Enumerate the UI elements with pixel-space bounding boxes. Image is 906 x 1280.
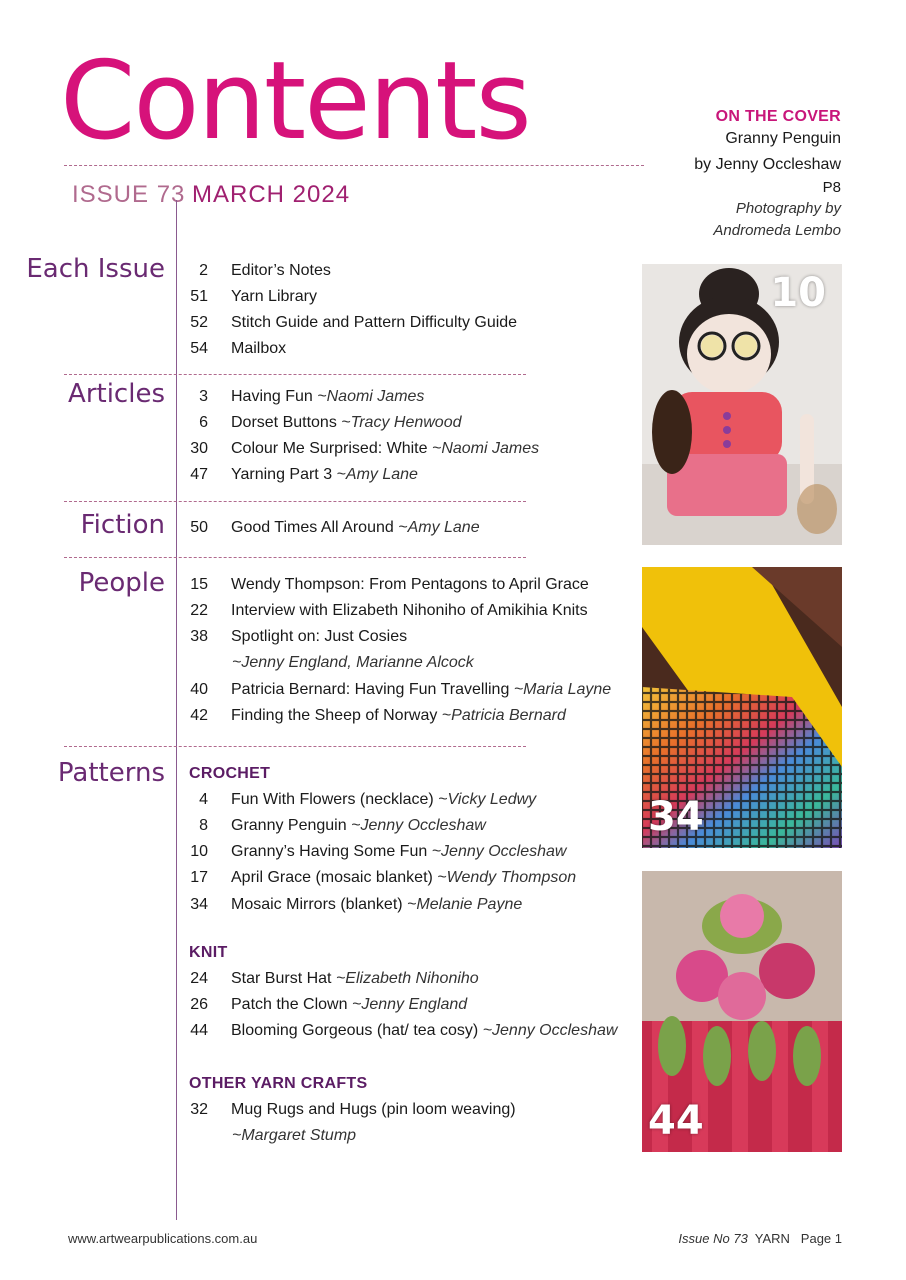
footer-website-link[interactable]: www.artwearpublications.com.au [68,1231,258,1246]
page-number: 15 [190,576,208,593]
toc-entry[interactable] [186,992,467,1018]
entry-author: ~Patricia Bernard [441,707,566,724]
entry-author: ~Naomi James [431,440,540,457]
footer-issue-info [678,1231,842,1246]
section-divider [64,501,526,502]
entry-author: ~Jenny Occleshaw [482,1022,618,1039]
photo-page-number: 10 [770,270,826,316]
issue-date: MARCH 2024 [192,181,351,208]
toc-entry[interactable] [186,336,286,362]
toc-entry[interactable] [186,892,522,918]
page-number: 40 [190,681,208,698]
page-number: 51 [190,288,208,305]
entry-title: Wendy Thompson: From Pentagons to April Grace [231,576,589,593]
photo-mosaic-blanket[interactable] [642,567,842,848]
page-number: 54 [190,340,208,357]
section-divider [64,557,526,558]
section-fiction: Fiction [80,510,165,540]
cover-page: P8 [822,179,841,196]
entry-title: Granny’s Having Some Fun [231,843,428,860]
page-number: 8 [199,817,208,834]
entry-title: Mug Rugs and Hugs (pin loom weaving) [231,1101,516,1118]
cover-line-2: by Jenny Occleshaw [694,156,841,173]
toc-entry[interactable] [186,1097,516,1123]
page-number: 3 [199,388,208,405]
footer-page: Page 1 [800,1231,842,1246]
on-the-cover [641,108,841,242]
entry-title: Spotlight on: Just Cosies [231,628,408,645]
entry-author: ~Maria Layne [513,681,612,698]
page-number: 42 [190,707,208,724]
photo-knitted-tea-cosy[interactable] [642,871,842,1152]
entry-author: ~Amy Lane [336,466,418,483]
page-number: 52 [190,314,208,331]
entry-title: Blooming Gorgeous (hat/ tea cosy) [231,1022,479,1039]
footer-magazine: YARN [754,1231,790,1246]
page-number: 47 [190,466,208,483]
entry-title: April Grace (mosaic blanket) [231,869,433,886]
entry-title: Yarn Library [231,288,317,305]
section-patterns: Patterns [57,758,165,788]
subsection-crochet: CROCHET [189,765,271,782]
photo-crochet-doll[interactable] [642,264,842,545]
section-divider [64,746,526,747]
entry-title: Granny Penguin [231,817,347,834]
page-number: 6 [199,414,208,431]
section-divider [64,374,526,375]
entry-title: Good Times All Around [231,519,394,536]
entry-title: Stitch Guide and Pattern Difficulty Guide [231,314,518,331]
photo-page-number: 34 [648,794,704,840]
entry-author: ~Jenny Occleshaw [431,843,567,860]
entry-author: ~Amy Lane [398,519,480,536]
cover-heading: ON THE COVER [715,108,841,125]
toc-entry[interactable] [186,462,418,488]
toc-entry[interactable] [186,572,589,598]
page-number: 44 [190,1022,208,1039]
page-number: 50 [190,519,208,536]
page-number: 30 [190,440,208,457]
toc-entry[interactable] [186,515,480,541]
toc-entry[interactable] [186,436,539,462]
section-people: People [78,568,165,598]
entry-author: ~Naomi James [317,388,425,405]
page-number: 2 [199,262,208,279]
entry-author: ~Jenny England [351,996,468,1013]
title-divider [64,165,644,166]
entry-author: ~Elizabeth Nihoniho [335,970,479,987]
section-articles: Articles [68,379,165,409]
toc-entry[interactable] [186,310,517,336]
page-number: 24 [190,970,208,987]
entry-title: Interview with Elizabeth Nihoniho of Amikihia Knits [231,602,588,619]
toc-entry[interactable] [186,839,566,865]
entry-title: Dorset Buttons [231,414,337,431]
column-divider [176,200,177,1220]
page-title: Contents [60,39,530,164]
toc-entry[interactable] [186,966,479,992]
entry-author: ~Vicky Ledwy [438,791,537,808]
toc-entry[interactable] [186,787,536,813]
entry-author: ~Melanie Payne [407,896,523,913]
page-number: 38 [190,628,208,645]
entry-author-continuation: ~Jenny England, Marianne Alcock [232,654,474,671]
toc-entry[interactable] [186,410,461,436]
page-number: 4 [199,791,208,808]
cover-credit-2: Andromeda Lembo [713,222,841,239]
toc-entry[interactable] [186,624,407,650]
entry-title: Finding the Sheep of Norway [231,707,438,724]
entry-author-continuation: ~Margaret Stump [232,1127,357,1144]
toc-entry[interactable] [186,258,331,284]
toc-entry[interactable] [186,813,486,839]
entry-title: Mosaic Mirrors (blanket) [231,896,403,913]
entry-title: Patricia Bernard: Having Fun Travelling [231,681,510,698]
entry-title: Having Fun [231,388,313,405]
toc-entry[interactable] [186,284,317,310]
page-number: 26 [190,996,208,1013]
page-number: 17 [190,869,208,886]
entry-title: Editor’s Notes [231,262,331,279]
entry-title: Mailbox [231,340,287,357]
subsection-other-yarn-crafts: OTHER YARN CRAFTS [189,1075,368,1092]
subsection-knit: KNIT [189,944,228,961]
page-number: 34 [190,896,208,913]
page-number: 22 [190,602,208,619]
page-number: 10 [190,843,208,860]
entry-title: Patch the Clown [231,996,348,1013]
entry-author: ~Wendy Thompson [437,869,577,886]
entry-title: Colour Me Surprised: White [231,440,428,457]
toc-entry[interactable] [186,384,424,410]
entry-title: Fun With Flowers (necklace) [231,791,434,808]
page-number: 32 [190,1101,208,1118]
entry-title: Yarning Part 3 [231,466,333,483]
toc-entry[interactable] [186,677,611,703]
entry-title: Star Burst Hat [231,970,332,987]
footer-issue: Issue No 73 [678,1231,748,1246]
issue-number: ISSUE 73 [72,181,186,208]
section-each-issue: Each Issue [26,254,165,284]
cover-credit-1: Photography by [735,200,841,217]
toc-entry[interactable] [186,865,576,891]
toc-entry[interactable] [186,1018,617,1044]
toc-entry[interactable] [186,703,566,729]
photo-page-number: 44 [648,1098,704,1144]
cover-line-1: Granny Penguin [725,130,841,147]
toc-entry[interactable] [186,598,588,624]
entry-author: ~Jenny Occleshaw [351,817,486,834]
entry-author: ~Tracy Henwood [341,414,462,431]
